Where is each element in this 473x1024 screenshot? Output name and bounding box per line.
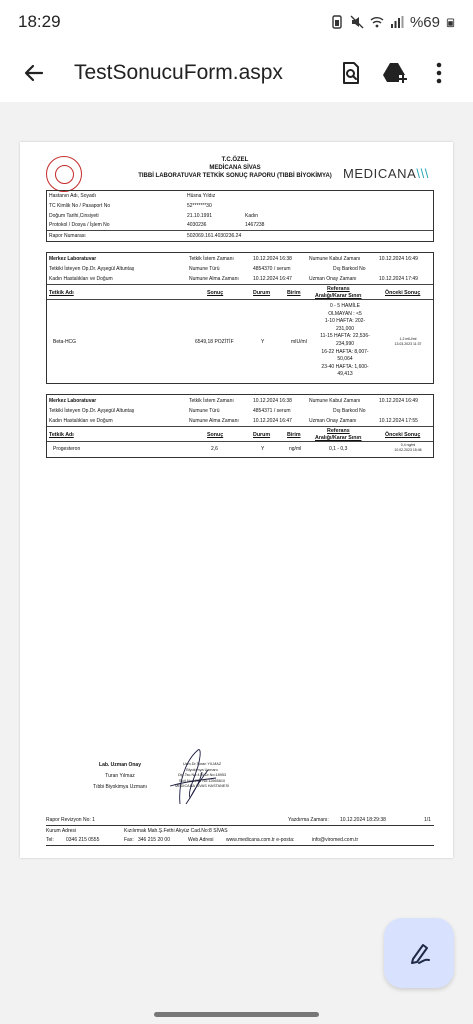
header-line-2: MEDİCANA SİVAS [209, 165, 261, 171]
s2-k4: Numune Kabul Zamanı [309, 398, 361, 404]
header-line-1: T.C.ÖZEL [221, 157, 249, 163]
s1-test-name: Beta-HCG [53, 339, 77, 345]
s2-v4: 10.12.2024 16:49 [379, 398, 418, 404]
s2-col-test: Tetkik Adı [49, 432, 74, 438]
footer-fax: 346 215 20 00 [138, 837, 170, 843]
label-dob: Doğum Tarihi,Cinsiyeti [49, 213, 99, 219]
app-bar [0, 44, 473, 102]
s1-v3: 10.12.2024 16:47 [253, 276, 292, 282]
footer-tel: 0346 215 0555 [66, 837, 100, 843]
s1-col-test: Tetkik Adı [49, 290, 74, 296]
s2-k6: Uzman Onay Zamanı [309, 418, 357, 424]
status-bar [0, 0, 473, 44]
s1-k2: Numune Türü [189, 266, 220, 272]
s2-prev-result: 0,4 ng/ml 10.02.2023 15:46 [394, 443, 422, 452]
patient-file: 1467238 [245, 222, 265, 228]
edit-pen-icon [405, 939, 433, 967]
footer-print-time: 10.12.2024 18:29:38 [340, 817, 386, 823]
s1-prev-result: 1,2 mIU/ml 13.03.2023 11:37 [394, 337, 422, 346]
s2-ref-range: 0,1 - 0,3 [329, 446, 348, 452]
s2-v6: 10.12.2024 17:55 [379, 418, 418, 424]
s1-ref-range: 0 - 5 HAMİLE OLMAYAN : <5 1-10 HAFTA: 202- 231,000 11-15 HAFTA: 22,536- 234,990 16-22 HAFTA: 8,007- 50,064 23-40 HAFTA: 1,600- 49,413 [320, 303, 370, 378]
s1-test-result: 6549,18 POZİTİF [195, 339, 234, 345]
signal-icon [390, 15, 404, 29]
footer-email: info@viromed.com.tr [312, 837, 359, 843]
test-section-2 [46, 394, 434, 458]
patient-gender: Kadın [245, 213, 259, 219]
s2-v2: 4854371 / serum [253, 408, 291, 414]
brand-name: MEDICANA [342, 166, 417, 181]
back-button[interactable] [12, 51, 56, 95]
more-vert-icon [436, 62, 442, 84]
s1-v4: 10.12.2024 16:49 [379, 256, 418, 262]
s2-dept: Kadın Hastalıkları ve Doğum [49, 418, 113, 424]
s1-dept: Kadın Hastalıkları ve Doğum [49, 276, 113, 282]
medicana-logo [343, 166, 429, 181]
s1-test-state: Y [261, 339, 265, 345]
s2-test-state: Y [261, 446, 265, 452]
s2-col-unit: Birim [287, 432, 301, 438]
s2-test-result: 2,6 [211, 446, 218, 452]
sig-dept: Tıbbi Biyokimya Uzmanı [93, 784, 147, 790]
s2-col-state: Durum [253, 432, 271, 438]
s2-col-ref: Referans [327, 428, 350, 434]
footer-page: 1/1 [424, 817, 431, 823]
s1-col-result: Sonuç [207, 290, 224, 296]
s1-col-ref2: Aralığı/Karar Sınırı [315, 293, 362, 299]
footer-web: www.medicana.com.tr e-posta: [226, 837, 295, 843]
s1-k4: Numune Kabul Zamanı [309, 256, 361, 262]
wifi-icon [370, 15, 384, 29]
label-protocol: Protokol / Dosya / İşlem No [49, 222, 110, 228]
label-tc: TC Kimlik No / Pasaport No [49, 203, 111, 209]
save-to-drive-button[interactable] [373, 51, 417, 95]
status-time: 18:29 [18, 12, 61, 31]
label-report-no: Rapor Numarası [49, 233, 86, 239]
gesture-nav-bar [0, 1006, 473, 1024]
s1-k1: Tetkik İstem Zamanı [189, 256, 234, 262]
s1-k5: Dış Barkod No [333, 266, 366, 272]
patient-report-no: 502069.161.4030236.24 [187, 233, 242, 239]
s1-test-unit: mIU/ml [291, 339, 307, 345]
s2-col-prev: Önceki Sonuç [385, 432, 421, 438]
s2-k1: Tetkik İstem Zamanı [189, 398, 234, 404]
patient-info-box [46, 190, 434, 242]
s1-col-ref: Referans [327, 286, 350, 292]
sig-title: Lab. Uzman Onay [99, 762, 141, 768]
footer-print-label: Yazdırma Zamanı: [288, 817, 329, 823]
patient-tc: 52*******30 [187, 203, 212, 209]
battery-level: %69 [409, 13, 440, 31]
s1-col-prev: Önceki Sonuç [385, 290, 421, 296]
search-document-icon [339, 61, 363, 85]
s2-v1: 10.12.2024 16:38 [253, 398, 292, 404]
s2-k2: Numune Türü [189, 408, 220, 414]
ministry-logo-icon [46, 156, 82, 192]
test-section-1 [46, 252, 434, 384]
annotate-button[interactable] [384, 918, 454, 988]
footer-web-label: Web Adresi [188, 837, 214, 843]
footer-fax-label: Fax: [124, 837, 134, 843]
s1-requester: Tetkiki İsteyen Op.Dr. Ayşegül Altuntaş [49, 266, 135, 272]
s2-col-ref2: Aralığı/Karar Sınırı [315, 435, 362, 441]
s2-requester: Tetkiki İsteyen Op.Dr. Ayşegül Altuntaş [49, 408, 135, 414]
header-line-3: TIBBİ LABORATUVAR TETKİK SONUÇ RAPORU (TIBBİ BİYOKİMYA) [138, 173, 332, 179]
report-header [90, 156, 380, 180]
s1-lab: Merkez Laboratuvar [49, 256, 97, 262]
home-handle[interactable] [154, 1012, 319, 1017]
s1-col-state: Durum [253, 290, 271, 296]
s2-k3: Numune Alma Zamanı [189, 418, 239, 424]
s2-k5: Dış Barkod No [333, 408, 366, 414]
pdf-page [20, 142, 453, 858]
s1-v2: 4854370 / serum [253, 266, 291, 272]
s1-v1: 10.12.2024 16:38 [253, 256, 292, 262]
s1-v6: 10.12.2024 17:49 [379, 276, 418, 282]
sig-name: Turan Yılmaz [105, 773, 135, 779]
s1-k3: Numune Alma Zamanı [189, 276, 239, 282]
s1-k6: Uzman Onay Zamanı [309, 276, 357, 282]
s2-test-unit: ng/ml [289, 446, 302, 452]
footer-tel-label: Tel: [46, 837, 54, 843]
s2-lab: Merkez Laboratuvar [49, 398, 97, 404]
label-name: Hastanın Adı, Soyadı [49, 193, 96, 199]
footer-address-label: Kurum Adresi [46, 828, 77, 834]
mute-icon [350, 15, 364, 29]
footer-revision: Rapor Revizyon No: 1 [46, 817, 95, 823]
footer-address: Kızılırmak Mah.Ş.Fethi Akyüz Cad.No:8 SİVAS [124, 828, 228, 834]
patient-dob: 21.10.1991 [187, 213, 213, 219]
battery-icon [446, 15, 455, 30]
s2-test-name: Progesteron [53, 446, 81, 452]
s1-col-unit: Birim [287, 290, 301, 296]
patient-name: Hüsna Yıldız [187, 193, 216, 199]
status-icons [330, 14, 455, 31]
drive-add-icon [382, 61, 408, 85]
doctor-stamp: Uzm.Dr.Turan YILMAZ Biyokimya Uzmanı Dip.Tsc.No:414 Dr.No:18953 Sicil No:1234 No:12565810 MEDICANA SİVAS HASTANESİ [174, 762, 230, 788]
more-options-button[interactable] [417, 51, 461, 95]
brand-mark: \\\ [416, 166, 429, 181]
file-title: TestSonucuForm.aspx [74, 61, 283, 84]
patient-protocol: 4030236 [187, 222, 207, 228]
back-arrow-icon [22, 61, 46, 85]
s2-v3: 10.12.2024 16:47 [253, 418, 292, 424]
find-in-document-button[interactable] [329, 51, 373, 95]
s2-col-result: Sonuç [207, 432, 224, 438]
battery-saver-icon [330, 15, 344, 29]
